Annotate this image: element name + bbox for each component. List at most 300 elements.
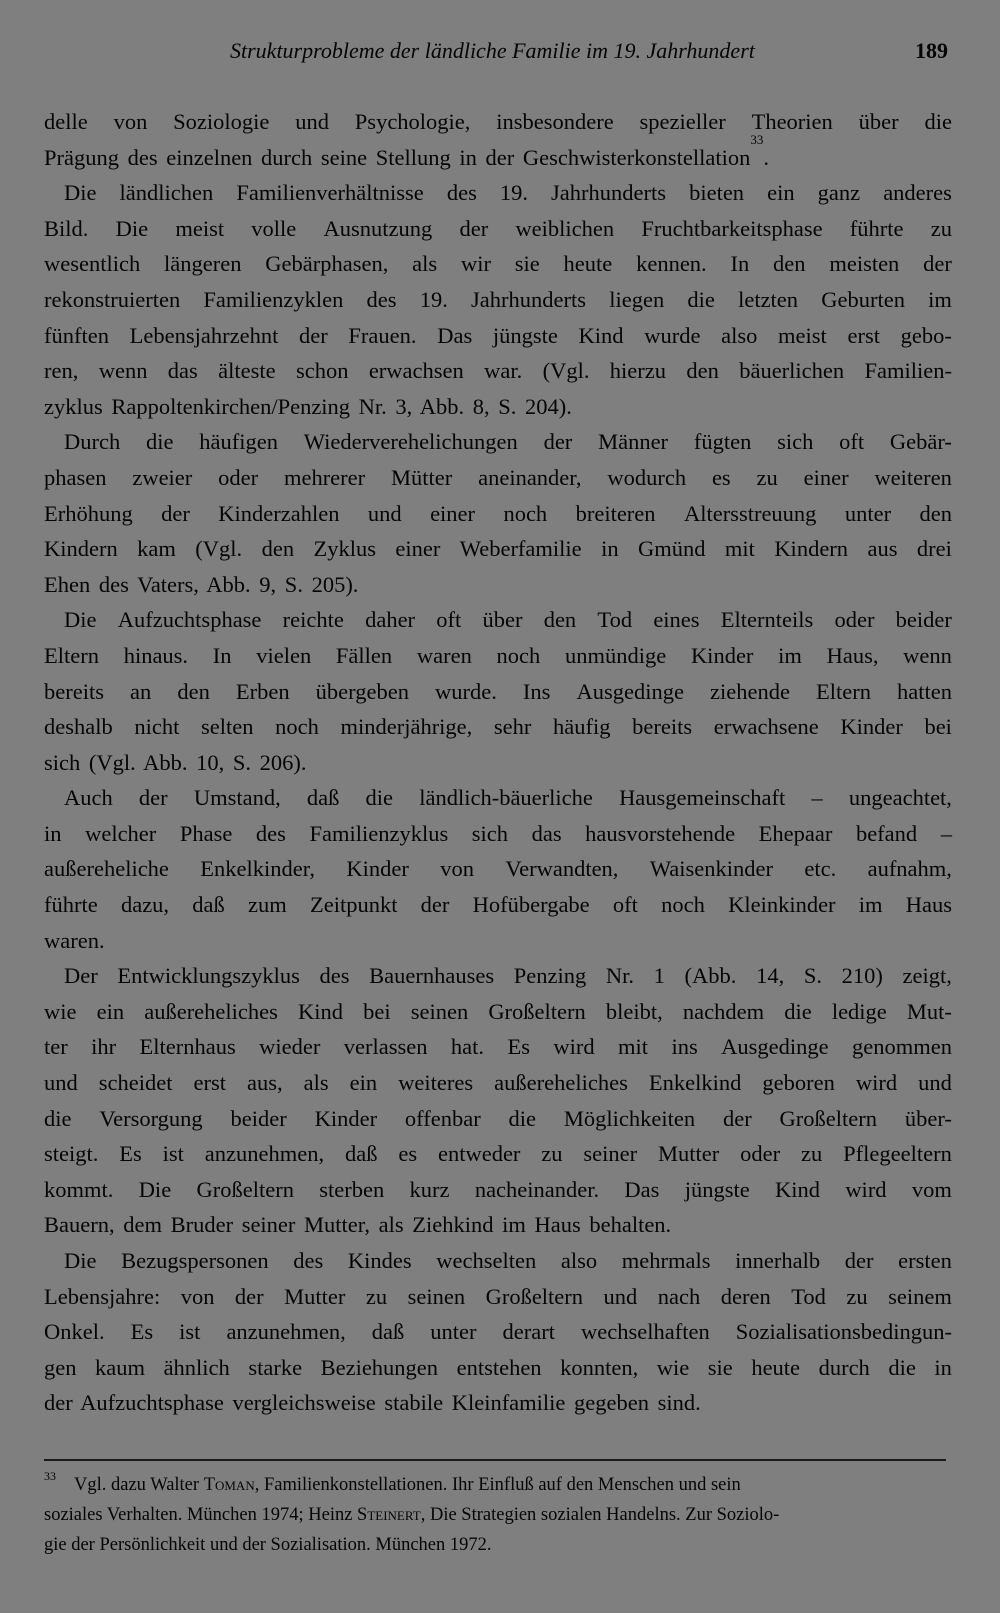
- word: beider: [895, 607, 952, 633]
- word: beider: [230, 1105, 287, 1131]
- word: des: [293, 1248, 324, 1273]
- word: Mutter: [658, 1141, 720, 1167]
- word: der: [161, 500, 190, 526]
- word: wechselten: [436, 1248, 537, 1273]
- word: ist: [162, 1141, 184, 1167]
- word: die: [508, 1105, 537, 1131]
- text-line: [44, 424, 952, 460]
- word: Haus,: [826, 642, 879, 668]
- word: seinen: [410, 998, 469, 1024]
- word: ein: [349, 1070, 378, 1096]
- word: Durch: [64, 429, 121, 455]
- word: Nr.: [605, 963, 635, 989]
- word: liegen: [609, 286, 665, 312]
- word: Die: [64, 1248, 97, 1273]
- word: von: [440, 856, 474, 882]
- word: im: [858, 892, 883, 918]
- word: deshalb: [44, 714, 113, 740]
- word: hierzu: [609, 358, 667, 384]
- text-line: [44, 1136, 952, 1172]
- word: Kinder: [690, 642, 754, 668]
- word: es: [711, 464, 731, 490]
- word: sie: [514, 251, 540, 277]
- word: Verwandten,: [505, 856, 619, 882]
- word: Ehepaar: [758, 820, 833, 846]
- word: zum: [248, 892, 287, 918]
- word: im: [778, 642, 802, 668]
- word: der: [234, 1283, 264, 1309]
- word: führte: [44, 892, 98, 918]
- text-line: [44, 318, 952, 354]
- word: vielen: [256, 642, 312, 668]
- word: Kinder: [840, 714, 903, 740]
- word: erwachsen: [368, 358, 464, 384]
- word: eines: [653, 607, 700, 633]
- word: offenbar: [404, 1105, 481, 1131]
- word: Die: [64, 180, 97, 206]
- word: minderjährige,: [340, 714, 473, 740]
- word: Gebär-: [889, 429, 952, 455]
- word: drei: [916, 536, 952, 562]
- word: seinen: [407, 1283, 466, 1309]
- word: den: [543, 607, 577, 633]
- text-line: [44, 567, 952, 603]
- word: befand: [855, 820, 918, 846]
- text-line: [44, 674, 952, 710]
- text-line: [44, 994, 952, 1030]
- word: Ins: [522, 678, 551, 704]
- word: jüngste: [684, 1176, 750, 1202]
- word: die: [44, 1105, 72, 1131]
- text-line: [44, 131, 952, 176]
- word: Elternhaus: [139, 1034, 236, 1060]
- word: Pflegeeltern: [843, 1141, 952, 1167]
- text-line: [44, 531, 952, 567]
- word: wird: [855, 1070, 898, 1096]
- word: einer: [803, 464, 849, 490]
- word: zu: [930, 215, 952, 241]
- word: aus: [867, 536, 898, 562]
- word: Das: [624, 1176, 660, 1202]
- word: mehrmals: [621, 1248, 711, 1273]
- word: nachdem: [682, 998, 765, 1024]
- word: wurde: [644, 322, 701, 348]
- word: an: [130, 678, 152, 704]
- word: weiteren: [874, 464, 952, 490]
- word: kaum: [95, 1354, 146, 1380]
- word: Fruchtbarkeitsphase: [641, 215, 823, 241]
- word: meist: [175, 215, 225, 241]
- word: bei: [924, 714, 952, 740]
- word: nicht: [134, 714, 180, 740]
- word: Tod: [791, 1283, 826, 1309]
- word: delle: [44, 109, 88, 134]
- footnote-line: [44, 1530, 946, 1560]
- word: außereheliche: [44, 856, 169, 882]
- word: mit: [618, 1034, 649, 1060]
- word: wesentlich: [44, 251, 141, 277]
- word: welcher: [85, 820, 157, 846]
- word: wir: [460, 251, 491, 277]
- word: Hofübergabe: [472, 892, 590, 918]
- word: fünften: [44, 322, 109, 348]
- word: zweier: [132, 464, 193, 490]
- word: waren: [416, 642, 472, 668]
- word: Jahrhunderts: [551, 180, 667, 206]
- word: oft: [436, 607, 462, 633]
- text-line: [44, 1279, 952, 1315]
- word: Familien-: [864, 358, 952, 384]
- word: einer: [395, 536, 441, 562]
- word: wechselhaften: [581, 1319, 710, 1345]
- word: dazu,: [120, 892, 170, 918]
- word: Gmünd: [637, 536, 706, 562]
- text-line: [44, 496, 952, 532]
- word: der: [543, 429, 573, 455]
- word: die: [784, 998, 812, 1024]
- word: längeren: [164, 251, 242, 277]
- word: ren,: [44, 358, 79, 384]
- word: bieten: [689, 180, 745, 206]
- word: oder: [740, 1141, 781, 1167]
- word: die: [888, 1354, 916, 1380]
- word: Kind: [298, 998, 343, 1024]
- word: Haus: [905, 892, 952, 918]
- word: Gebärphasen,: [265, 251, 389, 277]
- word: mehrerer: [283, 464, 366, 490]
- word: Eltern: [815, 678, 871, 704]
- word: Enkelkind: [648, 1070, 742, 1096]
- word: des: [446, 180, 477, 206]
- word: wird: [845, 1176, 887, 1202]
- word: noch: [503, 500, 548, 526]
- text-line: [44, 211, 952, 247]
- word: oft: [839, 429, 865, 455]
- word: Entwicklungszyklus: [117, 963, 300, 989]
- page-header: [60, 38, 948, 72]
- footnote-line: [44, 1470, 946, 1500]
- word: in: [601, 536, 619, 562]
- word: anzunehmen,: [226, 1319, 346, 1345]
- word: starke: [248, 1354, 303, 1380]
- word: zeigt,: [902, 963, 952, 989]
- word: entweder: [437, 1141, 521, 1167]
- word: Jahrhunderts: [471, 286, 587, 312]
- line-text: Bauern, dem Bruder seiner Mutter, als Ziehkind im Haus behalten.: [44, 1212, 672, 1238]
- word: wenn: [98, 358, 148, 384]
- word: Elternteils: [720, 607, 814, 633]
- word: Die: [138, 1176, 172, 1202]
- word: Kleinkinder: [728, 892, 836, 918]
- word: Versorgung: [99, 1105, 203, 1131]
- word: aus,: [247, 1070, 283, 1096]
- word: Hausgemeinschaft: [619, 785, 786, 811]
- word: bereits: [44, 678, 104, 704]
- word: heute: [751, 1354, 801, 1380]
- word: ziehende: [709, 678, 790, 704]
- text-line: [44, 1385, 952, 1421]
- word: oft: [612, 892, 638, 918]
- word: wie: [44, 998, 77, 1024]
- line-punctuation: .: [763, 144, 769, 170]
- word: kurz: [409, 1176, 450, 1202]
- word: Fällen: [335, 642, 393, 668]
- word: unter: [430, 1319, 477, 1345]
- line-text: Prägung des einzelnen durch seine Stellung in der Geschwisterkonstellation: [44, 144, 751, 170]
- word: Ausgedinge: [721, 1034, 829, 1060]
- word: erst: [847, 322, 880, 348]
- word: der: [722, 1105, 752, 1131]
- word: noch: [275, 714, 319, 740]
- word: das: [531, 820, 562, 846]
- text-line: [44, 104, 952, 140]
- word: Mutter: [284, 1283, 346, 1309]
- word: reichte: [282, 607, 344, 633]
- word: genommen: [852, 1034, 952, 1060]
- word: Mütter: [391, 464, 453, 490]
- text-line: [44, 1314, 952, 1350]
- word: im: [928, 286, 952, 312]
- word: wie: [656, 1354, 690, 1380]
- word: –: [811, 785, 823, 811]
- text-line: [44, 745, 952, 781]
- word: weiblichen: [515, 215, 615, 241]
- word: unter: [844, 500, 892, 526]
- word: den: [177, 678, 210, 704]
- word: In: [730, 251, 750, 277]
- word: die: [687, 286, 715, 312]
- word: Familienzyklen: [203, 286, 344, 312]
- word: rekonstruierten: [44, 286, 181, 312]
- word: Lebensjahrzehnt: [129, 322, 279, 348]
- word: der: [844, 1248, 874, 1273]
- word: bleibt,: [605, 998, 663, 1024]
- word: hausvorstehende: [585, 820, 736, 846]
- word: der: [299, 322, 328, 348]
- word: kennen.: [636, 251, 707, 277]
- word: Penzing: [513, 963, 587, 989]
- word: Kinderzahlen: [218, 500, 340, 526]
- word: Erben: [235, 678, 290, 704]
- word: ländlich-bäuerliche: [419, 785, 593, 811]
- word: über: [858, 109, 899, 134]
- word: noch: [661, 892, 705, 918]
- word: und: [367, 500, 402, 526]
- word: 210): [841, 963, 883, 989]
- word: in: [934, 1354, 952, 1380]
- word: (Vgl.: [195, 536, 243, 562]
- word: Kind: [775, 1176, 821, 1202]
- footnote-text-part: gie der Persönlichkeit und der Sozialisation. München 1972.: [44, 1535, 492, 1555]
- footnote-line-text: [44, 1470, 741, 1500]
- word: S.: [803, 963, 822, 989]
- word: ganz: [817, 180, 861, 206]
- word: heute: [563, 251, 613, 277]
- word: ledige: [831, 998, 887, 1024]
- word: sich: [471, 820, 509, 846]
- word: unmündige: [564, 642, 667, 668]
- text-line: [44, 816, 952, 852]
- word: –: [940, 820, 952, 846]
- word: es: [398, 1141, 418, 1167]
- word: aneinander,: [478, 464, 582, 490]
- text-line: [44, 958, 952, 994]
- text-line: [44, 353, 952, 389]
- word: aufnahm,: [867, 856, 952, 882]
- word: den: [773, 251, 806, 277]
- line-text: waren.: [44, 927, 105, 953]
- word: breiteren: [575, 500, 656, 526]
- word: Altersstreuung: [683, 500, 817, 526]
- word: Die: [115, 215, 149, 241]
- word: die: [924, 109, 952, 134]
- word: zu: [756, 464, 778, 490]
- word: Wiederverehelichungen: [303, 429, 518, 455]
- word: zu: [541, 1141, 563, 1167]
- text-line: [44, 923, 952, 959]
- text-line: [44, 1029, 952, 1065]
- word: Es: [119, 1141, 142, 1167]
- footnote-text-part: , Die Strategien sozialen Handelns. Zur Soziolo-: [420, 1505, 780, 1525]
- text-line: [44, 1101, 952, 1137]
- word: oder: [834, 607, 875, 633]
- word: Großeltern: [485, 1283, 584, 1309]
- text-line: [44, 851, 952, 887]
- word: der: [420, 892, 450, 918]
- word: daher: [365, 607, 416, 633]
- word: scheidet: [98, 1070, 173, 1096]
- word: letzten: [738, 286, 799, 312]
- footnote: [44, 1470, 946, 1560]
- word: nacheinander.: [474, 1176, 600, 1202]
- footnote-line: [44, 1500, 946, 1530]
- word: Familienzyklus: [309, 820, 449, 846]
- word: Auch: [64, 785, 113, 811]
- word: wird: [553, 1034, 595, 1060]
- word: über-: [904, 1105, 952, 1131]
- word: fügten: [693, 429, 752, 455]
- word: Mut-: [906, 998, 952, 1024]
- word: Tod: [597, 607, 633, 633]
- word: konnten,: [560, 1354, 639, 1380]
- word: jüngste: [492, 322, 558, 348]
- word: Ausgedinge: [576, 678, 684, 704]
- word: über: [482, 607, 523, 633]
- word: Aufzuchtsphase: [117, 607, 262, 633]
- word: selten: [200, 714, 254, 740]
- text-line: [44, 1207, 952, 1243]
- word: Weberfamilie: [459, 536, 582, 562]
- word: ter: [44, 1034, 68, 1060]
- word: ländlichen: [119, 180, 214, 206]
- word: bei: [363, 998, 391, 1024]
- word: sterben: [319, 1176, 385, 1202]
- word: erst: [193, 1070, 226, 1096]
- word: meist: [778, 322, 827, 348]
- word: Das: [437, 322, 473, 348]
- word: 1: [653, 963, 665, 989]
- word: sie: [707, 1354, 733, 1380]
- word: Der: [64, 963, 98, 989]
- word: Männer: [598, 429, 669, 455]
- word: Zyklus: [313, 536, 376, 562]
- word: den: [261, 536, 295, 562]
- word: Psychologie,: [354, 109, 471, 134]
- footnote-separator: [44, 1459, 946, 1461]
- word: und: [44, 1070, 78, 1096]
- word: wieder: [259, 1034, 321, 1060]
- word: meisten: [829, 251, 900, 277]
- word: In: [212, 642, 232, 668]
- word: oder: [218, 464, 259, 490]
- word: anzunehmen,: [204, 1141, 325, 1167]
- word: noch: [496, 642, 541, 668]
- word: und: [295, 109, 329, 134]
- word: Phase: [179, 820, 233, 846]
- word: hinaus.: [123, 642, 189, 668]
- word: derart: [502, 1319, 556, 1345]
- text-line: [44, 246, 952, 282]
- word: weiteres: [398, 1070, 474, 1096]
- body-text: [44, 104, 952, 1444]
- word: Familienverhältnisse: [236, 180, 424, 206]
- word: ist: [179, 1319, 201, 1345]
- word: seinem: [888, 1283, 952, 1309]
- word: übergeben: [315, 678, 409, 704]
- word: außereheliches: [494, 1070, 628, 1096]
- word: Kinder: [314, 1105, 378, 1131]
- word: Beziehungen: [320, 1354, 439, 1380]
- word: des: [319, 963, 350, 989]
- word: Kindes: [347, 1248, 412, 1273]
- word: der: [459, 215, 489, 241]
- word: nach: [657, 1283, 701, 1309]
- word: Lebensjahre:: [44, 1283, 161, 1309]
- word: ähnlich: [163, 1354, 230, 1380]
- word: bäuerlichen: [739, 358, 845, 384]
- footnote-text-part: Vgl. dazu Walter: [74, 1475, 204, 1495]
- word: Umstand,: [193, 785, 281, 811]
- word: ein: [96, 998, 125, 1024]
- word: schon: [295, 358, 349, 384]
- footnote-line-text: [44, 1500, 779, 1530]
- text-line: [44, 1243, 952, 1279]
- word: steigt.: [44, 1141, 99, 1167]
- text-line: [44, 709, 952, 745]
- word: von: [180, 1283, 215, 1309]
- word: das: [167, 358, 198, 384]
- word: zu: [846, 1283, 868, 1309]
- word: wenn: [903, 642, 952, 668]
- author-name: Steinert: [357, 1505, 421, 1525]
- word: zu: [801, 1141, 823, 1167]
- word: den: [686, 358, 719, 384]
- word: zu: [365, 1283, 388, 1309]
- word: Theorien: [751, 109, 833, 134]
- word: Eltern: [44, 642, 99, 668]
- word: anderes: [883, 180, 952, 206]
- word: entstehen: [456, 1354, 542, 1380]
- word: Großeltern: [488, 998, 586, 1024]
- footnote-marker: 33: [44, 1469, 56, 1483]
- word: Erhöhung: [44, 500, 133, 526]
- word: Sozialisationsbedingun-: [735, 1319, 952, 1345]
- word: hatten: [897, 678, 952, 704]
- word: wurde.: [435, 678, 497, 704]
- word: außereheliches: [144, 998, 278, 1024]
- word: verlassen: [343, 1034, 428, 1060]
- text-line: [44, 389, 952, 425]
